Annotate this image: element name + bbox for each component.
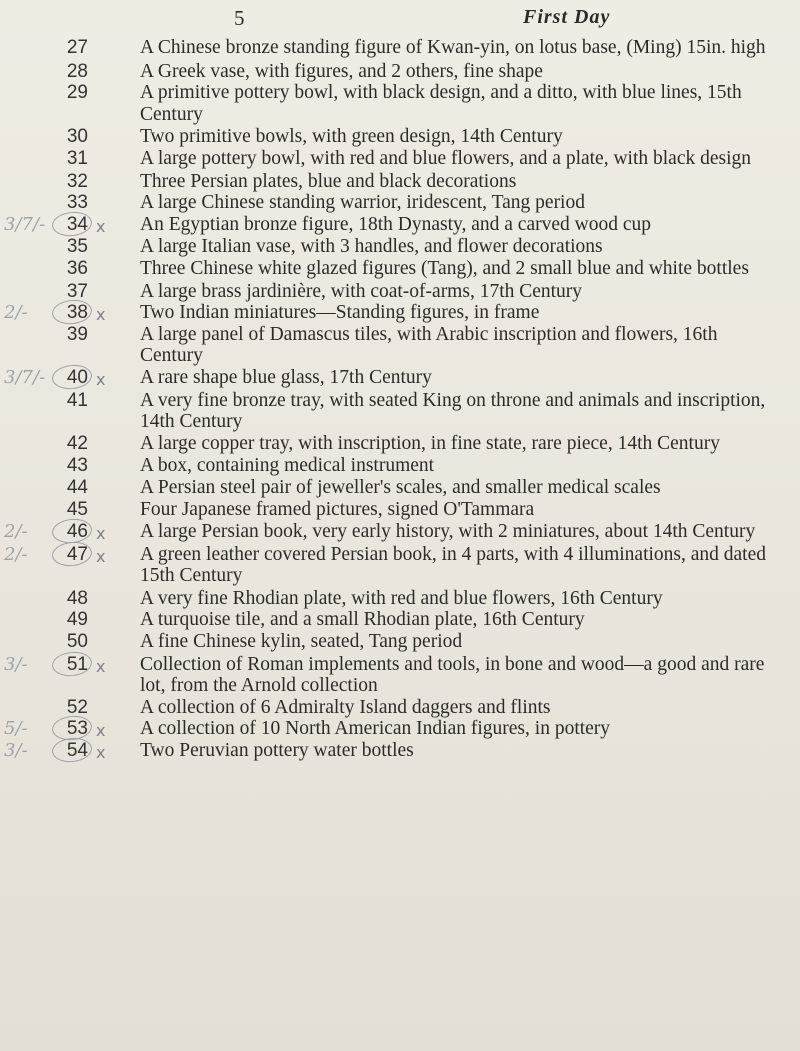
lot-description: A very fine bronze tray, with seated King on throne and animals and inscription, 14th Century	[140, 389, 766, 433]
pencil-tick-mark: x	[96, 216, 106, 236]
pencil-tick-mark: x	[96, 721, 106, 741]
lot-description: Three Persian plates, blue and black decorations	[140, 170, 517, 192]
lot-entry	[0, 654, 800, 697]
lot-entry	[0, 477, 800, 499]
pencil-tick-mark: x	[96, 369, 106, 389]
lot-number: 42	[66, 432, 88, 454]
lot-number: 36	[66, 257, 88, 279]
lot-list	[0, 37, 800, 762]
lot-entry	[0, 455, 800, 477]
lot-number: 49	[66, 609, 88, 631]
lot-number: 46	[0, 521, 88, 543]
pencil-tick-mark: x	[96, 524, 106, 544]
lot-description: An Egyptian bronze figure, 18th Dynasty, and a carved wood cup	[140, 213, 651, 235]
lot-entry	[0, 82, 800, 125]
lot-entry	[0, 281, 800, 303]
lot-entry	[0, 126, 800, 148]
lot-description: A box, containing medical instrument	[140, 455, 435, 477]
lot-number: 28	[66, 60, 88, 82]
lot-description: A large Persian book, very early history, with 2 miniatures, about 14th Century	[140, 521, 756, 543]
lot-description: A large Chinese standing warrior, iridescent, Tang period	[140, 192, 585, 214]
lot-number: 31	[66, 147, 88, 169]
lot-number: 29	[66, 82, 88, 104]
pencil-price-note: 2/-	[4, 521, 28, 543]
lot-entry	[0, 544, 800, 587]
lot-number: 48	[66, 587, 88, 609]
pencil-price-note: 3/-	[4, 740, 28, 761]
lot-number: 44	[66, 476, 88, 498]
lot-description: A green leather covered Persian book, in 4 parts, with 4 illuminations, and dated 15th Century	[140, 543, 767, 587]
lot-description: Collection of Roman implements and tools, in bone and wood—a good and rare lot, from the Arnold collection	[140, 653, 765, 697]
lot-entry	[0, 433, 800, 455]
lot-number: 30	[66, 126, 88, 148]
lot-description: A collection of 10 North American Indian figures, in pottery	[140, 718, 611, 740]
lot-number: 41	[66, 389, 88, 411]
lot-number: 34	[0, 214, 88, 236]
lot-description: Two primitive bowls, with green design, 14th Century	[140, 126, 563, 148]
pencil-price-note: 3/-	[4, 653, 28, 675]
lot-description: A large Italian vase, with 3 handles, and flower decorations	[140, 236, 603, 258]
lot-number: 40	[0, 367, 88, 389]
lot-entry	[0, 37, 800, 59]
lot-entry	[0, 236, 800, 258]
lot-description: Two Indian miniatures—Standing figures, in frame	[140, 302, 540, 324]
lot-entry	[0, 192, 800, 214]
pencil-price-note: 3/7/-	[4, 213, 46, 235]
lot-number: 45	[66, 499, 88, 521]
lot-number: 27	[66, 37, 88, 58]
lot-description: A fine Chinese kylin, seated, Tang period	[140, 631, 463, 653]
lot-entry	[0, 740, 800, 762]
lot-entry	[0, 631, 800, 653]
lot-entry	[0, 697, 800, 719]
lot-entry	[0, 588, 800, 610]
lot-description: A turquoise tile, and a small Rhodian plate, 16th Century	[140, 609, 585, 631]
lot-number: 35	[66, 236, 88, 258]
lot-number: 39	[66, 323, 88, 345]
lot-number: 38	[0, 302, 88, 324]
page-header	[0, 6, 800, 32]
lot-entry	[0, 609, 800, 631]
pencil-tick-mark: x	[96, 743, 106, 762]
lot-entry	[0, 718, 800, 740]
lot-description: A large brass jardinière, with coat-of-arms, 17th Century	[140, 280, 583, 302]
pencil-price-note: 5/-	[4, 718, 28, 740]
lot-description: A Chinese bronze standing figure of Kwan-yin, on lotus base, (Ming) 15in. high	[140, 37, 766, 58]
pencil-price-note: 3/7/-	[4, 366, 46, 388]
lot-entry	[0, 302, 800, 324]
lot-entry	[0, 499, 800, 521]
lot-entry	[0, 61, 800, 83]
lot-number: 32	[66, 170, 88, 192]
lot-number: 52	[66, 696, 88, 718]
lot-description: Four Japanese framed pictures, signed O'Tammara	[140, 499, 535, 521]
lot-number: 33	[66, 192, 88, 214]
pencil-price-note: 2/-	[4, 543, 28, 565]
pencil-tick-mark: x	[96, 546, 106, 566]
lot-description: A large panel of Damascus tiles, with Arabic inscription and flowers, 16th Century	[140, 323, 718, 367]
lot-entry	[0, 171, 800, 193]
lot-entry	[0, 148, 800, 170]
lot-number: 54	[0, 740, 88, 762]
lot-description: A Greek vase, with figures, and 2 others, fine shape	[140, 60, 543, 82]
lot-entry	[0, 521, 800, 543]
lot-entry	[0, 324, 800, 367]
lot-description: A Persian steel pair of jeweller's scales, and smaller medical scales	[140, 476, 661, 498]
pencil-tick-mark: x	[96, 656, 106, 676]
lot-description: A rare shape blue glass, 17th Century	[140, 366, 432, 388]
running-title: First Day	[523, 6, 611, 28]
lot-number: 43	[66, 455, 88, 477]
lot-number: 51	[0, 654, 88, 676]
lot-entry	[0, 390, 800, 433]
lot-description: A large copper tray, with inscription, in fine state, rare piece, 14th Century	[140, 432, 720, 454]
lot-description: Two Peruvian pottery water bottles	[140, 740, 414, 761]
pencil-price-note: 2/-	[4, 302, 28, 324]
page-number: 5	[234, 6, 245, 30]
lot-number: 53	[0, 718, 88, 740]
lot-number: 50	[66, 631, 88, 653]
pencil-tick-mark: x	[96, 305, 106, 325]
lot-entry	[0, 214, 800, 236]
lot-entry	[0, 258, 800, 280]
lot-description: A very fine Rhodian plate, with red and blue flowers, 16th Century	[140, 587, 663, 609]
lot-entry	[0, 367, 800, 389]
lot-description: A primitive pottery bowl, with black design, and a ditto, with blue lines, 15th Century	[140, 82, 742, 125]
lot-description: A large pottery bowl, with red and blue flowers, and a plate, with black design	[140, 147, 752, 169]
lot-description: A collection of 6 Admiralty Island daggers and flints	[140, 696, 551, 718]
lot-description: Three Chinese white glazed figures (Tang), and 2 small blue and white bottles	[140, 257, 749, 279]
lot-number: 37	[66, 280, 88, 302]
lot-number: 47	[0, 544, 88, 566]
